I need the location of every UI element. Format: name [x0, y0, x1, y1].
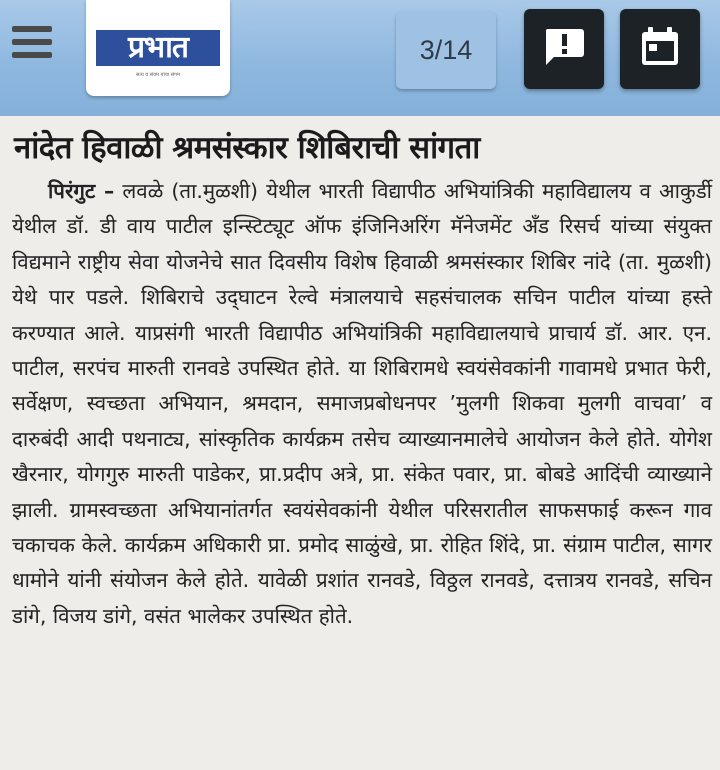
- hamburger-menu-icon[interactable]: [10, 22, 56, 62]
- feedback-exclamation-icon: [544, 27, 584, 67]
- calendar-button[interactable]: [620, 9, 700, 89]
- article-body: [12, 174, 712, 634]
- prabhat-logo[interactable]: [86, 0, 230, 96]
- article-body-text: लवळे (ता.मुळशी) येथील भारती विद्यापीठ अभियांत्रिकी महाविद्यालय व आकुर्डी येथील डॉ. डी वाय पाटील इन्स्टिट्यूट ऑफ इंजिनिअरिंग मॅनेजमेंट अँड रिसर्च यांच्या संयुक्त विद्यमाने राष्ट्रीय सेवा योजनेचे सात दिवसीय विशेष हिवाळी श्रमसंस्कार शिबिर नांदे (ता. मुळशी) येथे पार पडले. शिबिराचे उद्‌घाटन रेल्वे मंत्रालयाचे सहसंचालक सचिन पाटील यांच्या हस्ते करण्यात आले. याप्रसंगी भारती विद्यापीठ अभियांत्रिकी महाविद्यालयाचे प्राचार्य डॉ. आर. एन. पाटील, सरपंच मारुती रानवडे उपस्थित होते. या शिबिरामधे स्वयंसेवकांनी गावामधे प्रभात फेरी, सर्वेक्षण, स्वच्छता अभियान, श्रमदान, समाजप्रबोधनपर ’मुलगी शिकवा मुलगी वाचवा’ व दारुबंदी आदी पथनाट्य, सांस्कृतिक कार्यक्रम तसेच व्याख्यानमालेचे आयोजन केले होते. योगेश खैरनार, योगगुरु मारुती पाडेकर, प्रा.प्रदीप अत्रे, प्रा. संकेत पवार, प्रा. बोबडे आदिंची व्याख्याने झाली. ग्रामस्वच्छता अभियानांतर्गत स्वयंसेवकांनी येथील परिसरातील साफसफाई करून गाव चकाचक केले. कार्यक्रम अधिकारी प्रा. प्रमोद साळुंखे, प्रा. रोहित शिंदे, प्रा. संग्राम पाटील, सागर धामोने यांनी संयोजन केले होते. यावेळी प्रशांत रानवडे, विठ्ठल रानवडे, दत्तात्रय रानवडे, सचिन डांगे, विजय डांगे, वसंत भालेकर उपस्थित होते.: [12, 179, 712, 628]
- menu-bar-line: [12, 26, 52, 32]
- page-counter: 3/14: [396, 11, 496, 89]
- article-page: [0, 116, 720, 770]
- dateline-place: पिरंगुट –: [48, 179, 115, 203]
- menu-bar-line: [12, 52, 52, 58]
- calendar-icon: [640, 27, 680, 67]
- article-headline: नांदेत हिवाळी श्रमसंस्कार शिबिराची सांगता: [14, 130, 480, 166]
- report-button[interactable]: [524, 9, 604, 89]
- menu-bar-line: [12, 39, 52, 45]
- logo-tagline: सत्य व संयम यांचा संगम: [136, 72, 180, 78]
- top-toolbar: [0, 0, 720, 117]
- logo-text: प्रभात: [96, 30, 220, 66]
